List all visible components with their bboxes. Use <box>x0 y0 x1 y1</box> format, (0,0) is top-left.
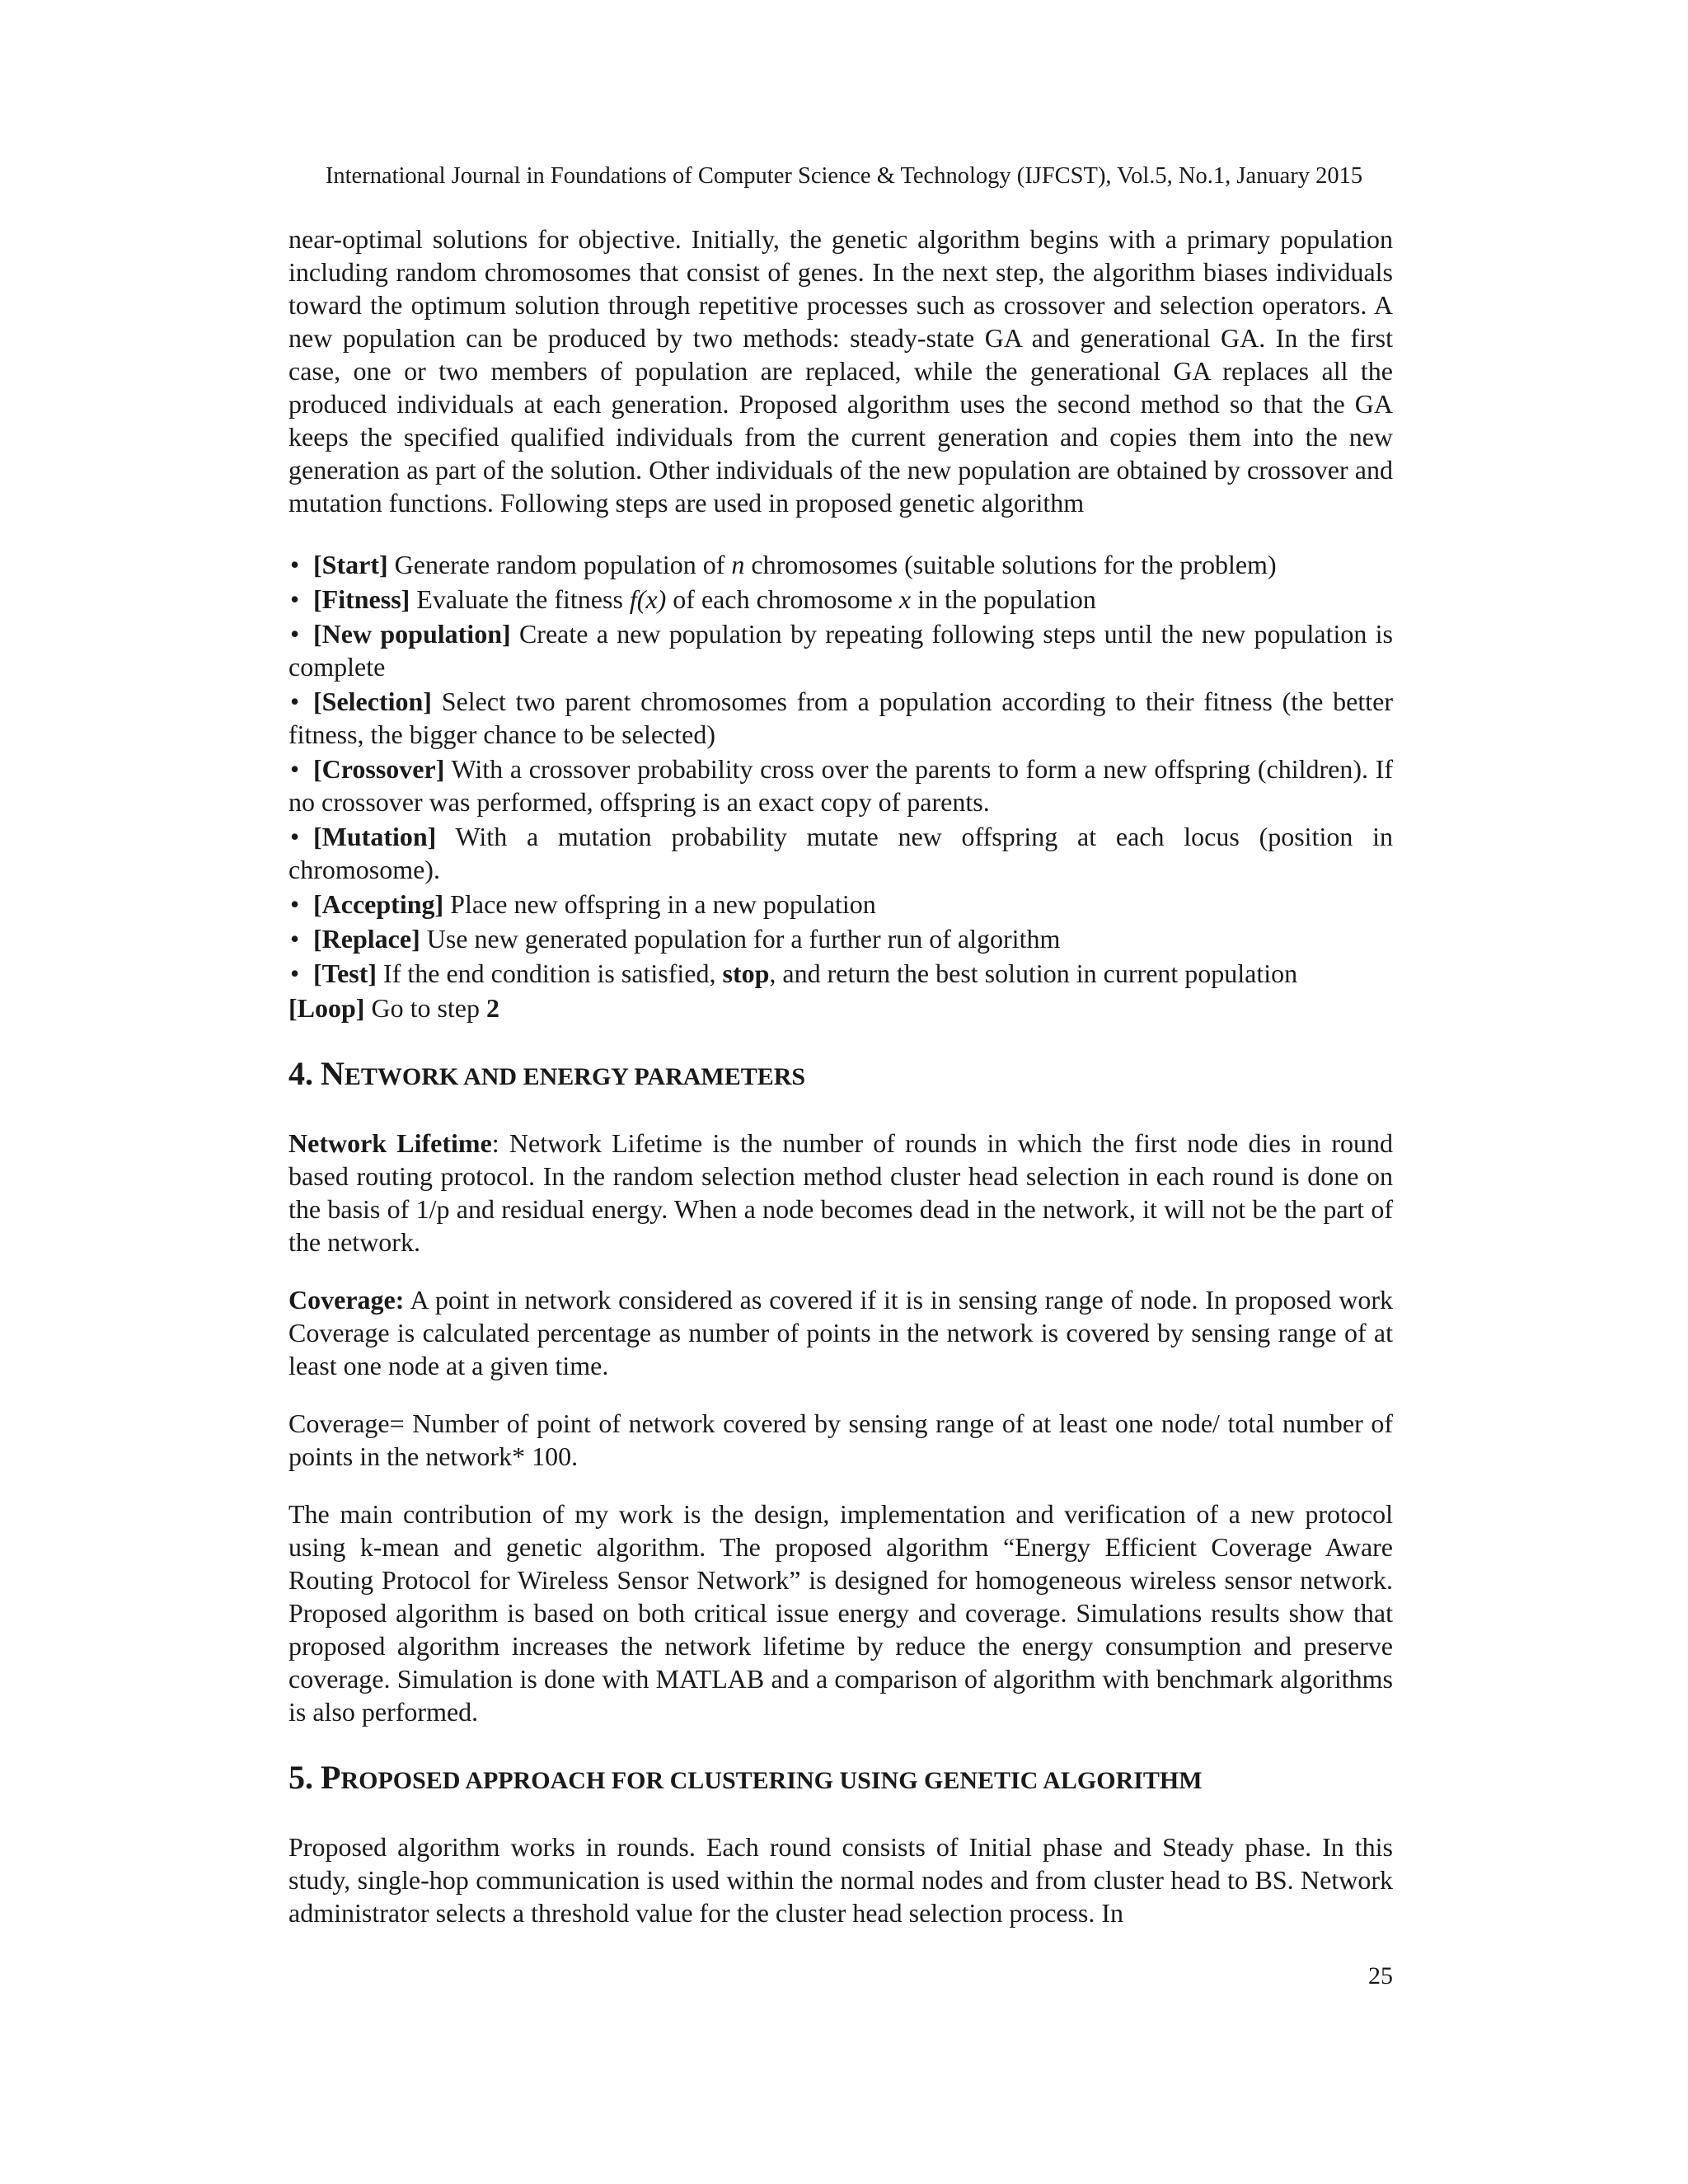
section-5-heading: 5. PROPOSED APPROACH FOR CLUSTERING USING GENETIC ALGORITHM <box>288 1759 1203 1796</box>
list-item-accepting: • [Accepting] Place new offspring in a new population <box>290 889 876 919</box>
contribution-paragraph: The main contribution of my work is the design, implementation and verification of a new protocol using k-mean and genetic algorithm. The proposed algorithm “Energy Efficient Coverage Aware Routing Protocol for Wireless Sensor Network” is designed for homogeneous wireless sensor network. Proposed algorithm is based on both critical issue energy and coverage. Simulations results show that proposed algorithm increases the network lifetime by reduce the energy consumption and preserve coverage. Simulation is done with MATLAB and a comparison of algorithm with benchmark algorithms is also performed. <box>288 1499 1393 1727</box>
list-item-crossover: • [Crossover] With a crossover probability cross over the parents to form a new offspring (children). If no crossover was performed, offspring is an exact copy of parents. <box>288 754 1393 817</box>
bullet-icon: • <box>290 550 300 579</box>
running-header: International Journal in Foundations of Computer Science & Technology (IJFCST), Vol.5, No.1, January 2015 <box>325 163 1363 189</box>
final-paragraph: Proposed algorithm works in rounds. Each round consists of Initial phase and Steady phase. In this study, single-hop communication is used within the normal nodes and from cluster head to BS. Network administrator selects a threshold value for the cluster head selection process. In <box>288 1832 1393 1928</box>
list-item-loop: [Loop] Go to step 2 <box>288 993 499 1023</box>
coverage-paragraph: Coverage: A point in network considered as covered if it is in sensing range of node. In proposed work Coverage is calculated percentage as number of points in the network is covered by sensing range of at least one node at a given time. <box>288 1285 1393 1380</box>
list-item-replace: • [Replace] Use new generated population for a further run of algorithm <box>290 924 1061 954</box>
main-content <box>288 223 1393 1929</box>
network-lifetime-paragraph: Network Lifetime: Network Lifetime is the number of rounds in which the first node dies in round based routing protocol. In the random selection method cluster head selection in each round is done on the basis of 1/p and residual energy. When a node becomes dead in the network, it will not be the part of the network. <box>288 1128 1394 1257</box>
bullet-icon: • <box>290 619 300 649</box>
coverage-formula: Coverage= Number of point of network covered by sensing range of at least one node/ total number of points in the network* 100. <box>288 1408 1393 1471</box>
list-item-selection: • [Selection] Select two parent chromosomes from a population according to their fitness (the better fitness, the bigger chance to be selected) <box>288 687 1393 749</box>
list-item-new-population: • [New population] Create a new population by repeating following steps until the new population is complete <box>288 619 1394 682</box>
bullet-icon: • <box>290 822 300 851</box>
page-number: 25 <box>1368 1962 1393 1990</box>
list-item-mutation: • [Mutation] With a mutation probability mutate new offspring at each locus (position in chromosome). <box>288 822 1393 884</box>
bullet-icon: • <box>290 889 300 919</box>
intro-paragraph: near-optimal solutions for objective. Initially, the genetic algorithm begins with a primary population including random chromosomes that consist of genes. In the next step, the algorithm biases individuals toward the optimum solution through repetitive processes such as crossover and selection operators. A new population can be produced by two methods: steady-state GA and generational GA. In the first case, one or two members of population are replaced, while the generational GA replaces all the produced individuals at each generation. Proposed algorithm uses the second method so that the GA keeps the specified qualified individuals from the current generation and copies them into the new generation as part of the solution. Other individuals of the new population are obtained by crossover and mutation functions. Following steps are used in proposed genetic algorithm <box>288 224 1393 518</box>
list-item-fitness: • [Fitness] Evaluate the fitness f(x) of each chromosome x in the population <box>290 584 1096 614</box>
list-item-test: • [Test] If the end condition is satisfied, stop, and return the best solution in current population <box>290 958 1298 988</box>
bullet-icon: • <box>290 687 300 716</box>
bullet-icon: • <box>290 924 300 954</box>
ga-steps-list <box>288 548 1393 1024</box>
bullet-icon: • <box>290 754 300 784</box>
bullet-icon: • <box>290 958 300 988</box>
section-4-heading: 4. NETWORK AND ENERGY PARAMETERS <box>288 1055 806 1092</box>
bullet-icon: • <box>290 584 300 614</box>
list-item-start: • [Start] Generate random population of n chromosomes (suitable solutions for the problem) <box>290 550 1277 579</box>
